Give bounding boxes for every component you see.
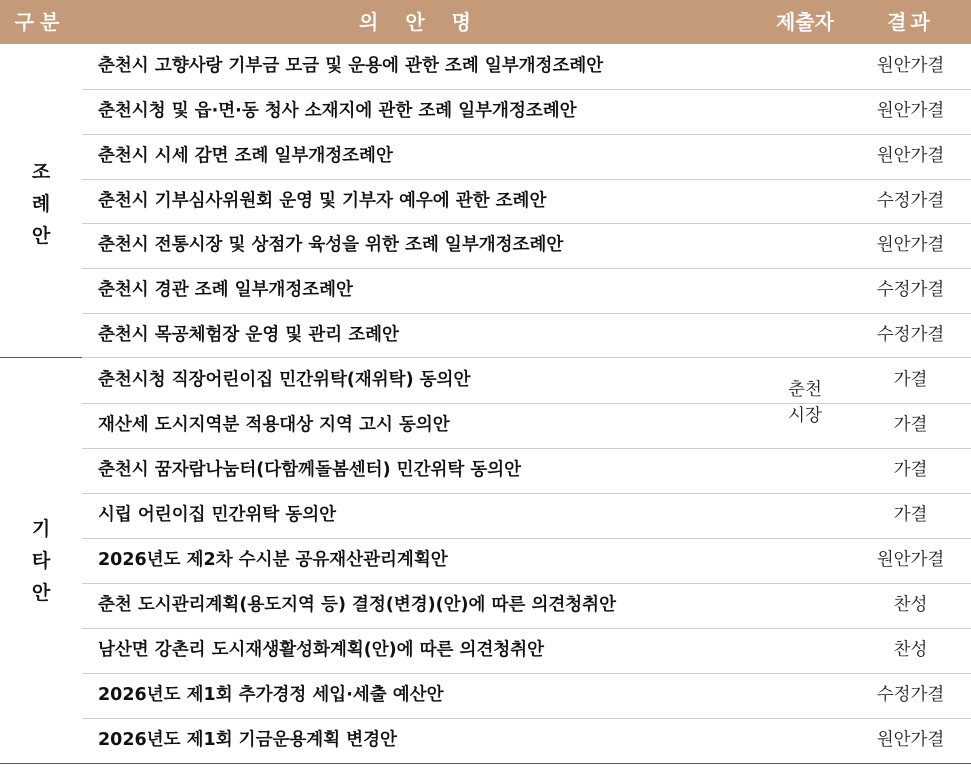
category-ordinance-char: 례	[31, 193, 51, 215]
bill-result: 가결	[893, 415, 928, 435]
table-row	[82, 268, 971, 313]
category-ordinance-char: 조	[31, 161, 51, 183]
row-divider	[82, 89, 971, 90]
table-row	[82, 538, 971, 583]
category-other-char: 타	[31, 550, 51, 572]
table-row	[82, 403, 971, 448]
row-divider	[82, 179, 971, 180]
bill-title: 춘천시 고향사랑 기부금 모금 및 운용에 관한 조례 일부개정조례안	[98, 56, 604, 76]
bill-result: 원안가결	[876, 550, 945, 570]
bill-result: 수정가결	[876, 685, 945, 705]
table-header	[0, 0, 971, 44]
table-row	[82, 313, 971, 358]
category-ordinance-char: 안	[31, 225, 51, 247]
header-bill-title: 의 안 명	[359, 10, 481, 34]
table-row	[82, 583, 971, 628]
bill-result: 원안가결	[876, 730, 945, 750]
category-other	[0, 357, 82, 763]
table-row	[82, 628, 971, 673]
row-divider	[82, 403, 971, 404]
table-row	[82, 223, 971, 268]
row-divider	[82, 223, 971, 224]
table-row	[82, 673, 971, 718]
bill-title: 2026년도 제2차 수시분 공유재산관리계획안	[98, 550, 448, 570]
row-divider	[82, 583, 971, 584]
bill-result: 원안가결	[876, 235, 945, 255]
row-divider	[82, 493, 971, 494]
row-divider	[82, 718, 971, 719]
bill-result: 가결	[893, 370, 928, 390]
bill-title: 남산면 강촌리 도시재생활성화계획(안)에 따른 의견청취안	[98, 640, 545, 660]
header-result: 결과	[887, 10, 934, 34]
row-divider	[82, 673, 971, 674]
row-divider	[82, 268, 971, 269]
bill-result: 수정가결	[876, 280, 945, 300]
bill-result: 수정가결	[876, 325, 945, 345]
bill-result: 원안가결	[876, 146, 945, 166]
category-ordinance	[0, 44, 82, 357]
table-row	[82, 718, 971, 763]
category-other-char: 기	[31, 518, 51, 540]
bill-result: 가결	[893, 460, 928, 480]
table-row	[82, 448, 971, 493]
bill-result: 찬성	[893, 640, 928, 660]
header-division: 구분	[14, 10, 66, 34]
submitter-line: 춘천	[788, 380, 822, 400]
bill-title: 춘천시 기부심사위원회 운영 및 기부자 예우에 관한 조례안	[98, 191, 547, 211]
bill-result: 원안가결	[876, 56, 945, 76]
submitter-line: 시장	[788, 406, 822, 426]
row-divider	[82, 448, 971, 449]
bill-title: 시립 어린이집 민간위탁 동의안	[98, 505, 337, 525]
bill-title: 춘천시 경관 조례 일부개정조례안	[98, 280, 353, 300]
table-row	[82, 358, 971, 403]
category-other-char: 안	[31, 582, 51, 604]
row-divider	[82, 628, 971, 629]
table-row	[82, 89, 971, 134]
row-divider	[82, 357, 971, 358]
bill-title: 춘천시 꿈자람나눔터(다함께돌봄센터) 민간위탁 동의안	[98, 460, 522, 480]
table-row	[82, 44, 971, 89]
table-row	[82, 179, 971, 224]
bill-title: 춘천시청 직장어린이집 민간위탁(재위탁) 동의안	[98, 370, 471, 390]
bill-result: 가결	[893, 505, 928, 525]
header-submitter: 제출자	[776, 10, 834, 34]
bill-title: 2026년도 제1회 기금운용계획 변경안	[98, 730, 397, 750]
table-row	[82, 134, 971, 179]
row-divider	[82, 538, 971, 539]
bill-title: 춘천시 전통시장 및 상점가 육성을 위한 조례 일부개정조례안	[98, 235, 564, 255]
category-divider	[0, 357, 82, 358]
row-divider	[82, 313, 971, 314]
bill-title: 춘천시 목공체험장 운영 및 관리 조례안	[98, 325, 399, 345]
bill-title: 춘천시청 및 읍·면·동 청사 소재지에 관한 조례 일부개정조례안	[98, 101, 577, 121]
bill-title: 춘천 도시관리계획(용도지역 등) 결정(변경)(안)에 따른 의견청취안	[98, 595, 616, 615]
table-bottom-border	[0, 763, 971, 764]
bill-title: 2026년도 제1회 추가경정 세입·세출 예산안	[98, 685, 444, 705]
bill-result: 수정가결	[876, 191, 945, 211]
row-divider	[82, 134, 971, 135]
bill-title: 춘천시 시세 감면 조례 일부개정조례안	[98, 146, 393, 166]
bill-result: 찬성	[893, 595, 928, 615]
bill-title: 재산세 도시지역분 적용대상 지역 고시 동의안	[98, 415, 450, 435]
table-row	[82, 493, 971, 538]
bill-result: 원안가결	[876, 101, 945, 121]
